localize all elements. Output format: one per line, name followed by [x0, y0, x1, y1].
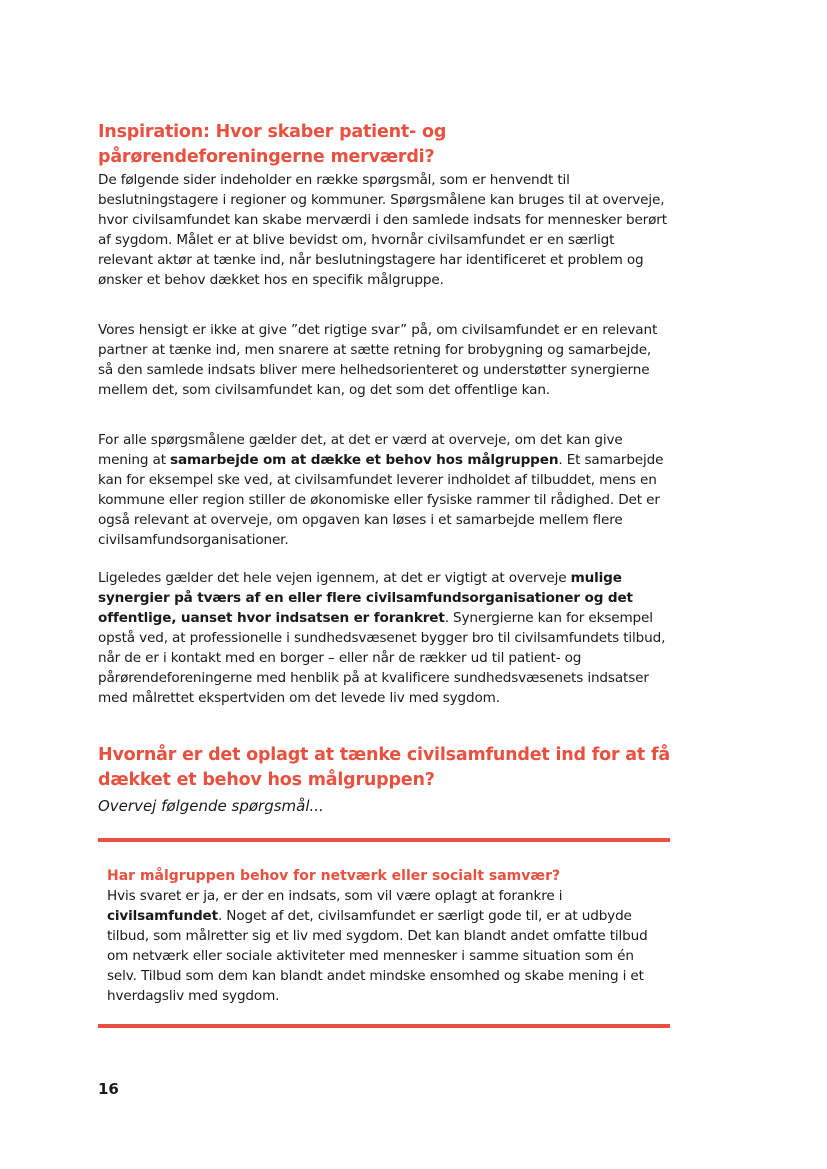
- box-top-rule: [98, 838, 670, 842]
- paragraph-intro: De følgende sider indeholder en række spørgsmål, som er henvendt til beslutningstagere i regioner og kommuner. Spørgsmålene kan bruges til at overveje, hvor civilsamfundet kan skabe merværdi i den samlede indsats for mennesker berørt af sygdom. Målet er at blive bevidst om, hvornår civilsamfundet er en særligt relevant aktør at tænke ind, når beslutningstagere har identificeret et problem og ønsker et behov dækket hos en specifik målgruppe.: [98, 172, 667, 288]
- p4-bold: mulige synergier på tværs af en eller flere civilsamfundsorganisationer og det offentlige, uanset hvor indsatsen er forankret: [98, 570, 633, 626]
- section-subtitle: Overvej følgende spørgsmål...: [98, 797, 324, 815]
- section-title-when: [98, 743, 678, 793]
- title-line-2: pårørendeforeningerne merværdi?: [98, 147, 435, 167]
- paragraph-collaboration: [98, 430, 670, 550]
- section-title-inspiration: [98, 120, 698, 170]
- paragraph-intention: Vores hensigt er ikke at give ”det rigtige svar” på, om civilsamfundet er en relevant partner at tænke ind, men snarere at sætte retning for brobygning og samarbejde, så den samlede indsats bliver mere helhedsorienteret og understøtter synergierne mellem det, som civilsamfundet kan, og det som det offentlige kan.: [98, 322, 658, 398]
- p3-text-a: For alle spørgsmålene gælder det, at det er værd at overveje, om det kan give mening at: [98, 432, 623, 468]
- paragraph-synergies: [98, 568, 670, 708]
- box-text-a: Hvis svaret er ja, er der en indsats, som vil være oplagt at forankre i: [107, 888, 563, 904]
- p4-text-b: . Synergierne kan for eksempel opstå ved, at professionelle i sundhedsvæsenet bygger bro til civilsamfundets tilbud, når de er i kontakt med en borger – eller når de rækker ud til patient- og pårørendeforeningerne med henblik på at kvalificere sundhedsvæsenets indsatser med målrettet ekspertviden om det levede liv med sygdom.: [98, 610, 666, 706]
- box-title: Har målgruppen behov for netværk eller socialt samvær?: [107, 868, 561, 884]
- box-text: [107, 886, 667, 1006]
- title-line-1: Inspiration: Hvor skaber patient- og: [98, 122, 447, 142]
- box-text-bold: civilsamfundet: [107, 908, 218, 924]
- box-text-b: . Noget af det, civilsamfundet er særligt gode til, er at udbyde tilbud, som målretter sig et liv med sygdom. Det kan blandt andet omfatte tilbud om netværk eller sociale aktiviteter med mennesker i samme situation som én selv. Tilbud som dem kan blandt andet mindske ensomhed og skabe mening i et hverdagsliv med sygdom.: [107, 908, 648, 1004]
- title-line-1: Hvornår er det oplagt at tænke civilsamfundet ind for at få: [98, 745, 670, 765]
- p3-bold: samarbejde om at dække et behov hos målgruppen: [170, 452, 559, 468]
- page-number: 16: [98, 1080, 119, 1098]
- p3-text-b: . Et samarbejde kan for eksempel ske ved, at civilsamfundet leverer indholdet af tilbuddet, mens en kommune eller region stiller de økonomiske eller fysiske rammer til rådighed. Det er også relevant at overveje, om opgaven kan løses i et samarbejde mellem flere civilsamfundsorganisationer.: [98, 452, 664, 548]
- title-line-2: dækket et behov hos målgruppen?: [98, 770, 435, 790]
- p4-text-a: Ligeledes gælder det hele vejen igennem, at det er vigtigt at overveje: [98, 570, 571, 586]
- box-bottom-rule: [98, 1024, 670, 1028]
